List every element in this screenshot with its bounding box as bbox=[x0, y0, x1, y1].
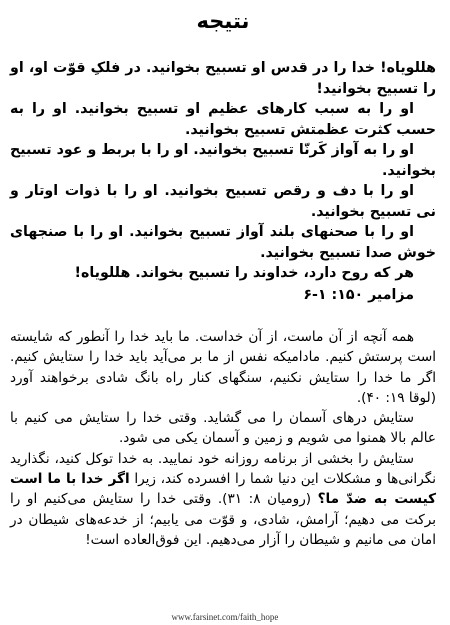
paragraph: همه آنچه از آن ماست، از آن خداست. ما باید خدا را آنطور که شایسته است پرستش کنیم. مادامیکه نفس از ما بر می‌آید باید خدا را ستایش کنیم. اگر ما خدا را ستایش نکنیم، سنگهای کنار راه بانگ شادی برخواهند آورد (لوقا ۱۹: ۴۰). bbox=[10, 329, 436, 406]
paragraph-text: ستایش را بخشی از برنامه روزانه خود نمایید. به خدا توکل کنید، نگذارید نگرانی‌ها و مشکلات این دنیا شما را افسرده کند، زیرا bbox=[10, 450, 436, 488]
paragraph-text: (رومیان ۸: ۳۱). وقتی خدا را ستایش می‌کنیم او را برکت می دهیم؛ آرامش، شادی، و قوّت می یابیم؛ از خدعه‌های شیطان در امان می مانیم و شیطان را آزار می‌دهیم. این فوق‌العاده است! bbox=[10, 491, 436, 548]
psalm-line: او را به آواز کَرنّا تسبیح بخوانید. او را با بربط و عود تسبیح بخوانید. bbox=[10, 142, 436, 179]
psalm-line: او را به سبب کارهای عظیم او تسبیح بخوانید. او را به حسب کثرت عظمتش تسبیح بخوانید. bbox=[10, 101, 436, 138]
psalm-line: او را با صحنهای بلند آواز تسبیح بخوانید. او را با صنجهای خوش صدا تسبیح بخوانید. bbox=[10, 224, 436, 261]
bold-quote: اگر خدا با ما است کیست به ضدّ ما؟ bbox=[10, 471, 437, 508]
psalm-line: هر که روح دارد، خداوند را تسبیح بخواند. هللویاه! bbox=[74, 265, 414, 281]
scripture-reference: مزامیر ۱۵۰: ۱-۶ bbox=[303, 286, 414, 303]
paragraph bbox=[10, 449, 436, 550]
page-title: نتیجه bbox=[196, 9, 250, 33]
psalm-passage bbox=[10, 58, 436, 305]
paragraph: ستایش درهای آسمان را می گشاید. وقتی خدا را ستایش می کنیم با عالم بالا همنوا می شویم و زمین و آسمان یکی می شود. bbox=[10, 410, 436, 447]
psalm-line: او را با دف و رقص تسبیح بخوانید. او را با ذوات اوتار و نی تسبیح بخوانید. bbox=[10, 183, 436, 220]
psalm-line: هللویاه! خدا را در قدس او تسبیح بخوانید. در فلکِ قوّت او، او را تسبیح بخوانید! bbox=[10, 60, 436, 97]
footer-url[interactable]: www.farsinet.com/faith_hope bbox=[171, 612, 279, 622]
body-text bbox=[10, 327, 436, 550]
